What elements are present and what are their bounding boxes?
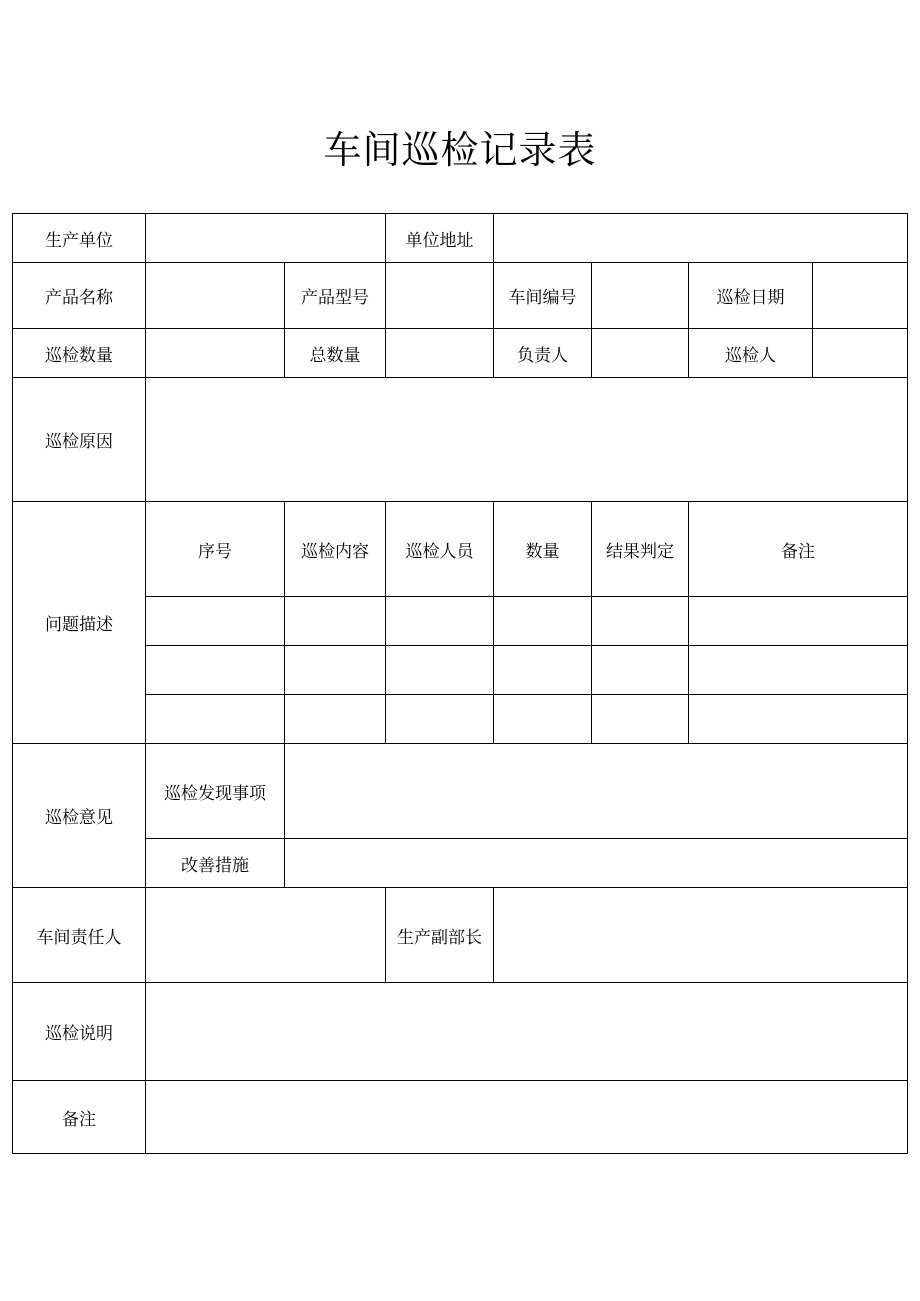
inspection-date-field[interactable] (813, 263, 908, 329)
table-row (13, 646, 908, 695)
findings-label: 巡检发现事项 (146, 744, 285, 839)
problem-cell[interactable] (386, 695, 494, 744)
inspection-notes-field[interactable] (146, 983, 908, 1081)
problem-cell[interactable] (592, 695, 689, 744)
production-unit-label: 生产单位 (13, 214, 146, 263)
problem-cell[interactable] (689, 695, 908, 744)
table-row (13, 597, 908, 646)
problem-cell[interactable] (386, 597, 494, 646)
problem-col-result: 结果判定 (592, 502, 689, 597)
row-remarks (13, 1081, 908, 1154)
problem-cell[interactable] (285, 646, 386, 695)
table-row (13, 695, 908, 744)
problem-header-row (13, 502, 908, 597)
problem-col-content: 巡检内容 (285, 502, 386, 597)
problem-cell[interactable] (494, 597, 592, 646)
person-in-charge-field[interactable] (592, 329, 689, 378)
problem-cell[interactable] (494, 695, 592, 744)
problem-col-remarks: 备注 (689, 502, 908, 597)
problem-col-inspector: 巡检人员 (386, 502, 494, 597)
inspection-quantity-label: 巡检数量 (13, 329, 146, 378)
inspection-quantity-field[interactable] (146, 329, 285, 378)
problem-cell[interactable] (146, 597, 285, 646)
workshop-responsible-label: 车间责任人 (13, 888, 146, 983)
problem-cell[interactable] (494, 646, 592, 695)
problem-cell[interactable] (592, 646, 689, 695)
remarks-field[interactable] (146, 1081, 908, 1154)
inspection-reason-label: 巡检原因 (13, 378, 146, 502)
problem-cell[interactable] (285, 597, 386, 646)
row-improvement (13, 839, 908, 888)
deputy-director-label: 生产副部长 (386, 888, 494, 983)
inspection-date-label: 巡检日期 (689, 263, 813, 329)
improvement-measures-field[interactable] (285, 839, 908, 888)
workshop-responsible-field[interactable] (146, 888, 386, 983)
row-unit (13, 214, 908, 263)
inspection-opinion-label: 巡检意见 (13, 744, 146, 888)
inspection-reason-field[interactable] (146, 378, 908, 502)
unit-address-label: 单位地址 (386, 214, 494, 263)
row-reason (13, 378, 908, 502)
problem-cell[interactable] (285, 695, 386, 744)
product-name-label: 产品名称 (13, 263, 146, 329)
problem-cell[interactable] (689, 646, 908, 695)
product-name-field[interactable] (146, 263, 285, 329)
problem-col-index: 序号 (146, 502, 285, 597)
product-model-field[interactable] (386, 263, 494, 329)
problem-cell[interactable] (146, 646, 285, 695)
production-unit-field[interactable] (146, 214, 386, 263)
product-model-label: 产品型号 (285, 263, 386, 329)
total-quantity-label: 总数量 (285, 329, 386, 378)
problem-cell[interactable] (386, 646, 494, 695)
inspection-notes-label: 巡检说明 (13, 983, 146, 1081)
problem-cell[interactable] (689, 597, 908, 646)
person-in-charge-label: 负责人 (494, 329, 592, 378)
workshop-number-label: 车间编号 (494, 263, 592, 329)
workshop-number-field[interactable] (592, 263, 689, 329)
problem-description-label: 问题描述 (13, 502, 146, 744)
inspector-field[interactable] (813, 329, 908, 378)
problem-cell[interactable] (592, 597, 689, 646)
inspection-record-table (12, 213, 908, 1154)
remarks-label: 备注 (13, 1081, 146, 1154)
row-findings (13, 744, 908, 839)
unit-address-field[interactable] (494, 214, 908, 263)
page-title: 车间巡检记录表 (323, 128, 597, 172)
row-signoff (13, 888, 908, 983)
problem-cell[interactable] (146, 695, 285, 744)
improvement-measures-label: 改善措施 (146, 839, 285, 888)
row-notes (13, 983, 908, 1081)
findings-field[interactable] (285, 744, 908, 839)
inspector-label: 巡检人 (689, 329, 813, 378)
problem-col-quantity: 数量 (494, 502, 592, 597)
deputy-director-field[interactable] (494, 888, 908, 983)
row-quantity (13, 329, 908, 378)
total-quantity-field[interactable] (386, 329, 494, 378)
row-product (13, 263, 908, 329)
